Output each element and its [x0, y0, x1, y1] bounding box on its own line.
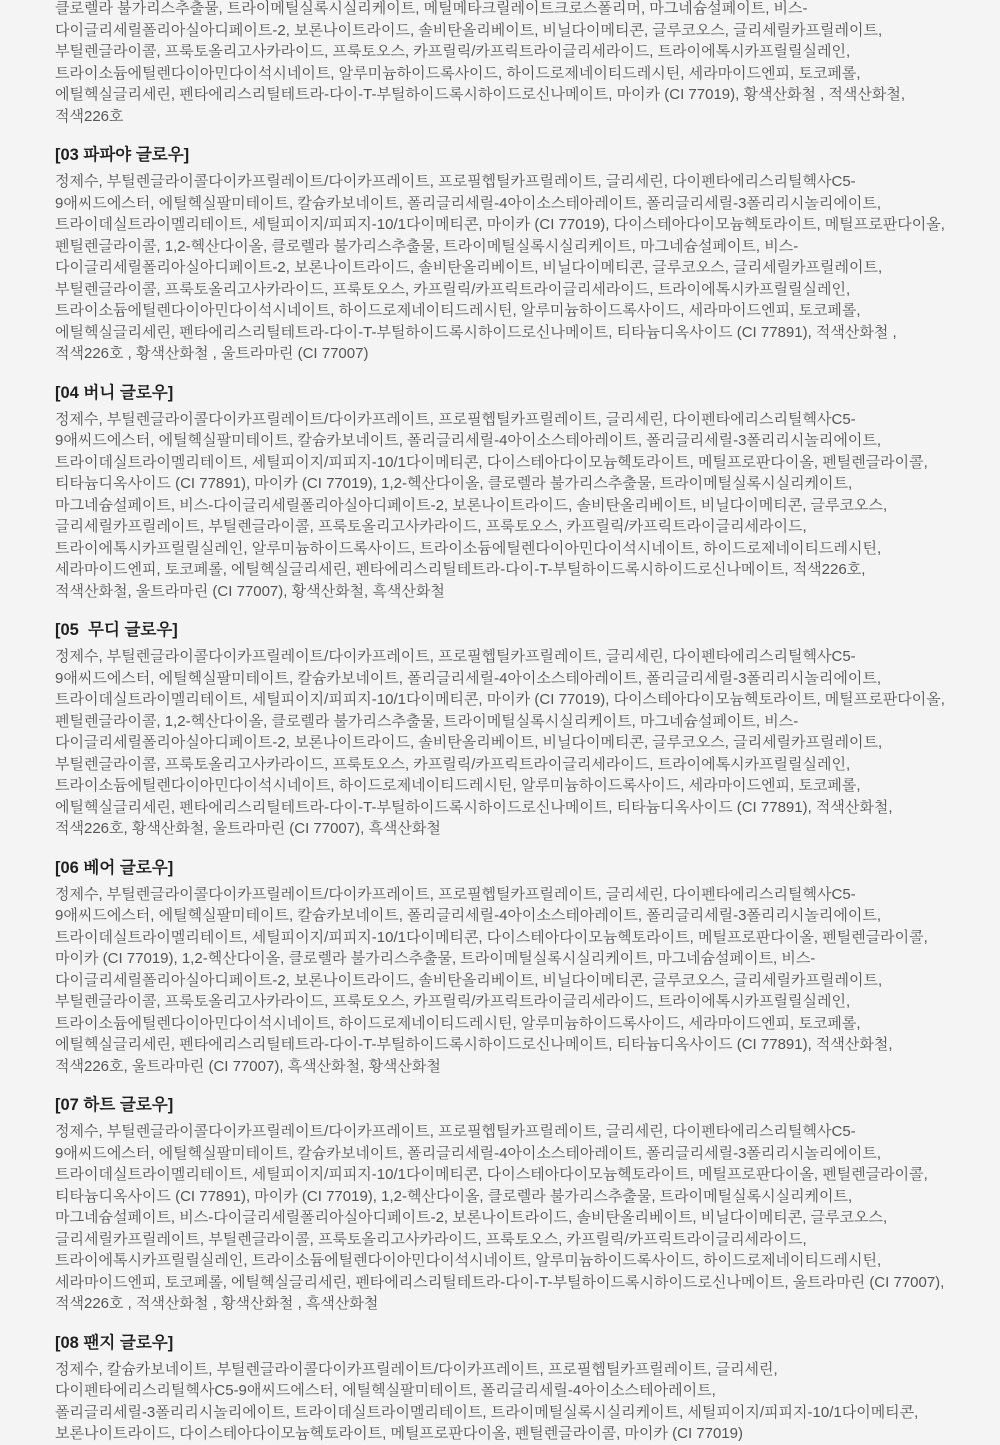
- section-ingredients-papaya-glow: 정제수, 부틸렌글라이콜다이카프릴레이트/다이카프레이트, 프로필헵틸카프릴레이트, 글리세린, 다이펜타에리스리틸헥사C5-9애씨드에스터, 에틸헥실팔미테이트, 칼슘카보네이트, 폴리글리세릴-4아이소스테아레이트, 폴리글리세릴-3폴리리시놀리에이트, 트라이데실트라이멜리테이트, 세틸피이지/피피지-10/1다이메티콘, 마이카 (CI 77019), 다이스테아다이모늄헥토라이트, 메틸프로판다이올, 펜틸렌글라이콜, 1,2-헥산다이올, 클로렐라 불가리스추출물, 트라이메틸실록시실리케이트, 마그네슘설페이트, 비스-다이글리세릴폴리아실아디페이트-2, 보론나이트라이드, 솔비탄올리베이트, 비닐다이메티콘, 글루코오스, 글리세릴카프릴레이트, 부틸렌글라이콜, 프룩토올리고사카라이드, 프룩토오스, 카프릴릭/카프릭트라이글리세라이드, 트라이에톡시카프릴릴실레인, 트라이소듐에틸렌다이아민다이석시네이트, 하이드로제네이티드레시틴, 알루미늄하이드록사이드, 세라마이드엔피, 토코페롤, 에틸헥실글리세린, 펜타에리스리틸테트라-다이-T-부틸하이드록시하이드로신나메이트, 티타늄디옥사이드 (CI 77891), 적색산화철 , 적색226호 , 황색산화철 , 울트라마린 (CI 77007): [55, 173, 945, 362]
- section-title-papaya-glow: [03 파파야 글로우]: [55, 146, 190, 164]
- section-title-pansy-glow: [08 팬지 글로우]: [55, 1333, 174, 1352]
- section-bear-glow: [55, 858, 945, 1078]
- section-pansy-glow: [55, 1333, 945, 1445]
- section-ingredients-bear-glow: 정제수, 부틸렌글라이콜다이카프릴레이트/다이카프레이트, 프로필헵틸카프릴레이트, 글리세린, 다이펜타에리스리틸헥사C5-9애씨드에스터, 에틸헥실팔미테이트, 칼슘카보네이트, 폴리글리세릴-4아이소스테아레이트, 폴리글리세릴-3폴리리시놀리에이트, 트라이데실트라이멜리테이트, 세틸피이지/피피지-10/1다이메티콘, 다이스테아다이모늄헥토라이트, 메틸프로판다이올, 펜틸렌글라이콜, 마이카 (CI 77019), 1,2-헥산다이올, 클로렐라 불가리스추출물, 트라이메틸실록시실리케이트, 마그네슘설페이트, 비스-다이글리세릴폴리아실아디페이트-2, 보론나이트라이드, 솔비탄올리베이트, 비닐다이메티콘, 글루코오스, 글리세릴카프릴레이트, 부틸렌글라이콜, 프룩토올리고사카라이드, 프룩토오스, 카프릴릭/카프릭트라이글리세라이드, 트라이에톡시카프릴릴실레인, 트라이소듐에틸렌다이아민다이석시네이트, 하이드로제네이티드레시틴, 알루미늄하이드록사이드, 세라마이드엔피, 토코페롤, 에틸헥실글리세린, 펜타에리스리틸테트라-다이-T-부틸하이드록시하이드로신나메이트, 티타늄디옥사이드 (CI 77891), 적색산화철, 적색226호, 울트라마린 (CI 77007), 흑색산화철, 황색산화철: [55, 885, 928, 1075]
- section-heart-glow: [55, 1095, 945, 1315]
- section-title-moody-glow: [05 무디 글로우]: [55, 621, 178, 639]
- section-title-bunny-glow: [04 버니 글로우]: [55, 383, 174, 402]
- section-ingredients-heart-glow: 정제수, 부틸렌글라이콜다이카프릴레이트/다이카프레이트, 프로필헵틸카프릴레이트, 글리세린, 다이펜타에리스리틸헥사C5-9애씨드에스터, 에틸헥실팔미테이트, 칼슘카보네이트, 폴리글리세릴-4아이소스테아레이트, 폴리글리세릴-3폴리리시놀리에이트, 트라이데실트라이멜리테이트, 세틸피이지/피피지-10/1다이메티콘, 다이스테아다이모늄헥토라이트, 메틸프로판다이올, 펜틸렌글라이콜, 티타늄디옥사이드 (CI 77891), 마이카 (CI 77019), 1,2-헥산다이올, 클로렐라 불가리스추출물, 트라이메틸실록시실리케이트, 마그네슘설페이트, 비스-다이글리세릴폴리아실아디페이트-2, 보론나이트라이드, 솔비탄올리베이트, 비닐다이메티콘, 글루코오스, 글리세릴카프릴레이트, 부틸렌글라이콜, 프룩토올리고사카라이드, 프룩토오스, 카프릴릭/카프릭트라이글리세라이드, 트라이에톡시카프릴릴실레인, 트라이소듐에틸렌다이아민다이석시네이트, 알루미늄하이드록사이드, 하이드로제네이티드레시틴, 세라마이드엔피, 토코페롤, 에틸헥실글리세린, 펜타에리스리틸테트라-다이-T-부틸하이드록시하이드로신나메이트, 울트라마린 (CI 77007), 적색226호 , 적색산화철 , 황색산화철 , 흑색산화철: [55, 1123, 945, 1312]
- section-title-bear-glow: [06 베어 글로우]: [55, 858, 174, 877]
- section-title-heart-glow: [07 하트 글로우]: [55, 1096, 174, 1114]
- intro-overflow-paragraph: 클로렐라 불가리스추출물, 트라이메틸실록시실리케이트, 메틸메타크릴레이트크로스폴리머, 마그네슘설페이트, 비스-다이글리세릴폴리아실아디페이트-2, 보론나이트라이드, 솔비탄올리베이트, 비닐다이메티콘, 글루코오스, 글리세릴카프릴레이트, 부틸렌글라이콜, 프룩토올리고사카라이드, 프룩토오스, 카프릴릭/카프릭트라이글리세라이드, 트라이에톡시카프릴릴실레인, 트라이소듐에틸렌다이아민다이석시네이트, 알루미늄하이드록사이드, 하이드로제네이티드레시틴, 세라마이드엔피, 토코페롤, 에틸헥실글리세린, 펜타에리스리틸테트라-다이-T-부틸하이드록시하이드로신나메이트, 마이카 (CI 77019), 황색산화철 , 적색산화철, 적색226호: [55, 0, 906, 125]
- section-ingredients-moody-glow: 정제수, 부틸렌글라이콜다이카프릴레이트/다이카프레이트, 프로필헵틸카프릴레이트, 글리세린, 다이펜타에리스리틸헥사C5-9애씨드에스터, 에틸헥실팔미테이트, 칼슘카보네이트, 폴리글리세릴-4아이소스테아레이트, 폴리글리세릴-3폴리리시놀리에이트, 트라이데실트라이멜리테이트, 세틸피이지/피피지-10/1다이메티콘, 마이카 (CI 77019), 다이스테아다이모늄헥토라이트, 메틸프로판다이올, 펜틸렌글라이콜, 1,2-헥산다이올, 클로렐라 불가리스추출물, 트라이메틸실록시실리케이트, 마그네슘설페이트, 비스-다이글리세릴폴리아실아디페이트-2, 보론나이트라이드, 솔비탄올리베이트, 비닐다이메티콘, 글루코오스, 글리세릴카프릴레이트, 부틸렌글라이콜, 프룩토올리고사카라이드, 프룩토오스, 카프릴릭/카프릭트라이글리세라이드, 트라이에톡시카프릴릴실레인, 트라이소듐에틸렌다이아민다이석시네이트, 하이드로제네이티드레시틴, 알루미늄하이드록사이드, 세라마이드엔피, 토코페롤, 에틸헥실글리세린, 펜타에리스리틸테트라-다이-T-부틸하이드록시하이드로신나메이트, 티타늄디옥사이드 (CI 77891), 적색산화철, 적색226호, 황색산화철, 울트라마린 (CI 77007), 흑색산화철: [55, 648, 945, 837]
- section-ingredients-bunny-glow: 정제수, 부틸렌글라이콜다이카프릴레이트/다이카프레이트, 프로필헵틸카프릴레이트, 글리세린, 다이펜타에리스리틸헥사C5-9애씨드에스터, 에틸헥실팔미테이트, 칼슘카보네이트, 폴리글리세릴-4아이소스테아레이트, 폴리글리세릴-3폴리리시놀리에이트, 트라이데실트라이멜리테이트, 세틸피이지/피피지-10/1다이메티콘, 다이스테아다이모늄헥토라이트, 메틸프로판다이올, 펜틸렌글라이콜, 티타늄디옥사이드 (CI 77891), 마이카 (CI 77019), 1,2-헥산다이올, 클로렐라 불가리스추출물, 트라이메틸실록시실리케이트, 마그네슘설페이트, 비스-다이글리세릴폴리아실아디페이트-2, 보론나이트라이드, 솔비탄올리베이트, 비닐다이메티콘, 글루코오스, 글리세릴카프릴레이트, 부틸렌글라이콜, 프룩토올리고사카라이드, 프룩토오스, 카프릴릭/카프릭트라이글리세라이드, 트라이에톡시카프릴릴실레인, 알루미늄하이드록사이드, 트라이소듐에틸렌다이아민다이석시네이트, 하이드로제네이티드레시틴, 세라마이드엔피, 토코페롤, 에틸헥실글리세린, 펜타에리스리틸테트라-다이-T-부틸하이드록시하이드로신나메이트, 적색226호, 적색산화철, 울트라마린 (CI 77007), 황색산화철, 흑색산화철: [55, 410, 928, 600]
- section-ingredients-pansy-glow: 정제수, 칼슘카보네이트, 부틸렌글라이콜다이카프릴레이트/다이카프레이트, 프로필헵틸카프릴레이트, 글리세린, 다이펜타에리스리틸헥사C5-9애씨드에스터, 에틸헥실팔미테이트, 폴리글리세릴-4아이소스테아레이트, 폴리글리세릴-3폴리리시놀리에이트, 트라이데실트라이멜리테이트, 트라이메틸실록시실리케이트, 세틸피이지/피피지-10/1다이메티콘, 보론나이트라이드, 다이스테아다이모늄헥토라이트, 메틸프로판다이올, 펜틸렌글라이콜, 마이카 (CI 77019): [55, 1360, 919, 1442]
- section-moody-glow: [55, 620, 945, 840]
- section-papaya-glow: [55, 145, 945, 365]
- section-bunny-glow: [55, 383, 945, 603]
